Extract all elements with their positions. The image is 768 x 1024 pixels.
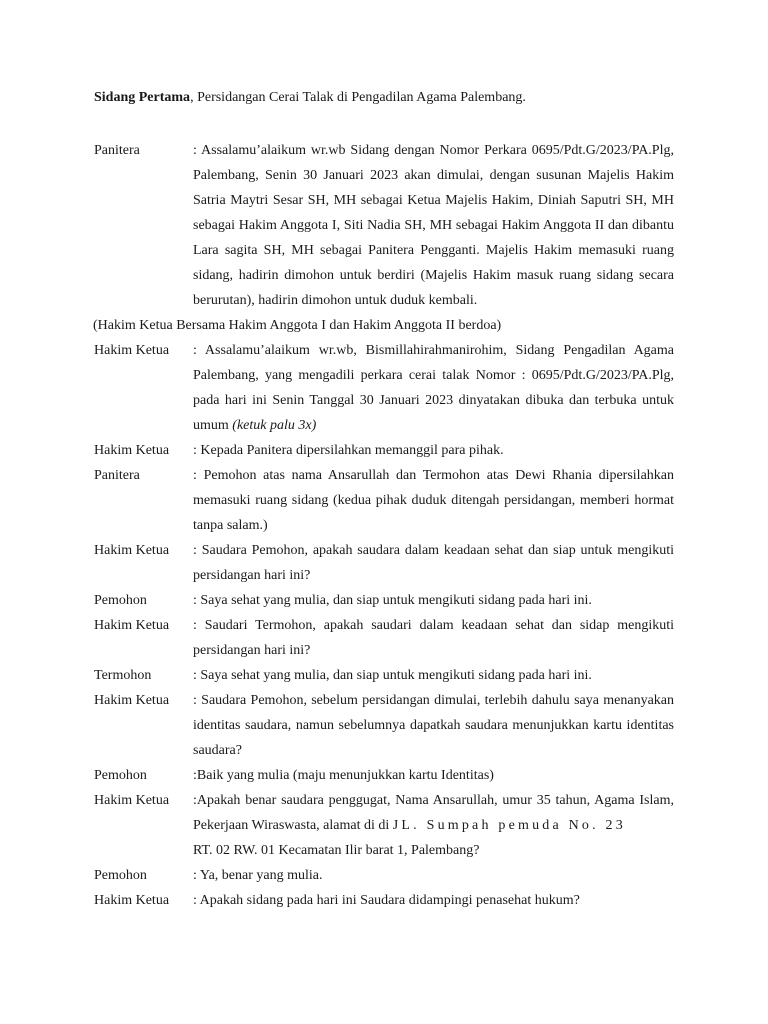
dialogue-entry xyxy=(94,763,674,788)
speaker-label: Panitera xyxy=(94,468,140,483)
dialogue-text-main: :Apakah benar saudara penggugat, Nama Ansarullah, umur 35 tahun, Agama Islam, Pekerjaan Wiraswasta, alamat di di xyxy=(193,793,674,833)
dialogue-text xyxy=(193,338,674,438)
dialogue-text-main: : Assalamu’alaikum wr.wb, Bismillahirahmanirohim, Sidang Pengadilan Agama Palembang, yang mengadili perkara cerai talak Nomor : 0695/Pdt.G/2023/PA.Plg, pada hari ini Senin Tanggal 30 Januari 2023 dinyatakan dibuka dan terbuka untuk umum xyxy=(193,343,674,433)
dialogue-text: : Pemohon atas nama Ansarullah dan Termohon atas Dewi Rhania dipersilahkan memasuki ruang sidang (kedua pihak duduk ditengah persidangan, memberi hormat tanpa salam.) xyxy=(193,468,674,533)
dialogue-entry xyxy=(94,338,674,438)
heading-rest: , Persidangan Cerai Talak di Pengadilan Agama Palembang. xyxy=(190,90,526,105)
dialogue-entry xyxy=(94,438,674,463)
speaker-label: Hakim Ketua xyxy=(94,443,170,458)
speaker-label: Termohon xyxy=(94,668,152,683)
dialogue-text: : Saudara Pemohon, apakah saudara dalam keadaan sehat dan siap untuk mengikuti persidangan hari ini? xyxy=(193,543,674,583)
dialogue-text: : Saudara Pemohon, sebelum persidangan dimulai, terlebih dahulu saya menanyakan identitas saudara, namun sebelumnya dapatkah saudara menunjukkan kartu identitas saudara? xyxy=(193,693,674,758)
dialogue-text: : Saya sehat yang mulia, dan siap untuk mengikuti sidang pada hari ini. xyxy=(193,668,592,683)
dialogue-entry xyxy=(94,613,674,663)
dialogue-text-address: JL. Sumpah pemuda No. 23 xyxy=(392,818,626,833)
dialogue-text: :Baik yang mulia (maju menunjukkan kartu Identitas) xyxy=(193,768,494,783)
dialogue-entry xyxy=(94,888,674,913)
dialogue-entry xyxy=(94,663,674,688)
dialogue-entry xyxy=(94,538,674,588)
dialogue-entry xyxy=(94,863,674,888)
dialogue-text-italic: (ketuk palu 3x) xyxy=(232,418,317,433)
stage-note: (Hakim Ketua Bersama Hakim Anggota I dan Hakim Anggota II berdoa) xyxy=(93,318,502,333)
dialogue-text: : Saudari Termohon, apakah saudari dalam keadaan sehat dan sidap mengikuti persidangan hari ini? xyxy=(193,618,674,658)
dialogue-entry xyxy=(94,688,674,763)
dialogue-entry xyxy=(94,463,674,538)
dialogue-entry xyxy=(94,788,674,863)
dialogue-text: : Kepada Panitera dipersilahkan memanggil para pihak. xyxy=(193,443,504,458)
speaker-label: Pemohon xyxy=(94,768,147,783)
dialogue-text: : Saya sehat yang mulia, dan siap untuk mengikuti sidang pada hari ini. xyxy=(193,593,592,608)
dialogue-entry xyxy=(94,588,674,613)
speaker-label: Hakim Ketua xyxy=(94,693,170,708)
heading-bold: Sidang Pertama xyxy=(94,90,191,105)
speaker-label: Hakim Ketua xyxy=(94,618,170,633)
dialogue-text xyxy=(193,788,674,863)
dialogue-entry xyxy=(94,138,674,313)
speaker-label: Hakim Ketua xyxy=(94,543,170,558)
speaker-label: Panitera xyxy=(94,143,140,158)
speaker-label: Hakim Ketua xyxy=(94,793,170,808)
dialogue-text: : Apakah sidang pada hari ini Saudara didampingi penasehat hukum? xyxy=(193,893,580,908)
dialogue-text: : Assalamu’alaikum wr.wb Sidang dengan Nomor Perkara 0695/Pdt.G/2023/PA.Plg, Palembang, Senin 30 Januari 2023 akan dimulai, dengan susunan Majelis Hakim Satria Maytri Sesar SH, MH sebagai Ketua Majelis Hakim, Diniah Saputri SH, MH sebagai Hakim Anggota I, Siti Nadia SH, MH sebagai Hakim Anggota II dan dibantu Lara sagita SH, MH sebagai Panitera Pengganti. Majelis Hakim memasuki ruang sidang, hadirin dimohon untuk berdiri (Majelis Hakim masuk ruang sidang secara berurutan), hadirin dimohon untuk duduk kembali. xyxy=(193,143,674,308)
dialogue-text-tail: RT. 02 RW. 01 Kecamatan Ilir barat 1, Palembang? xyxy=(193,843,480,858)
speaker-label: Hakim Ketua xyxy=(94,343,170,358)
speaker-label: Pemohon xyxy=(94,593,147,608)
document-page xyxy=(94,88,674,913)
document-heading xyxy=(94,88,674,108)
dialogue-text: : Ya, benar yang mulia. xyxy=(193,868,323,883)
speaker-label: Hakim Ketua xyxy=(94,893,170,908)
speaker-label: Pemohon xyxy=(94,868,147,883)
